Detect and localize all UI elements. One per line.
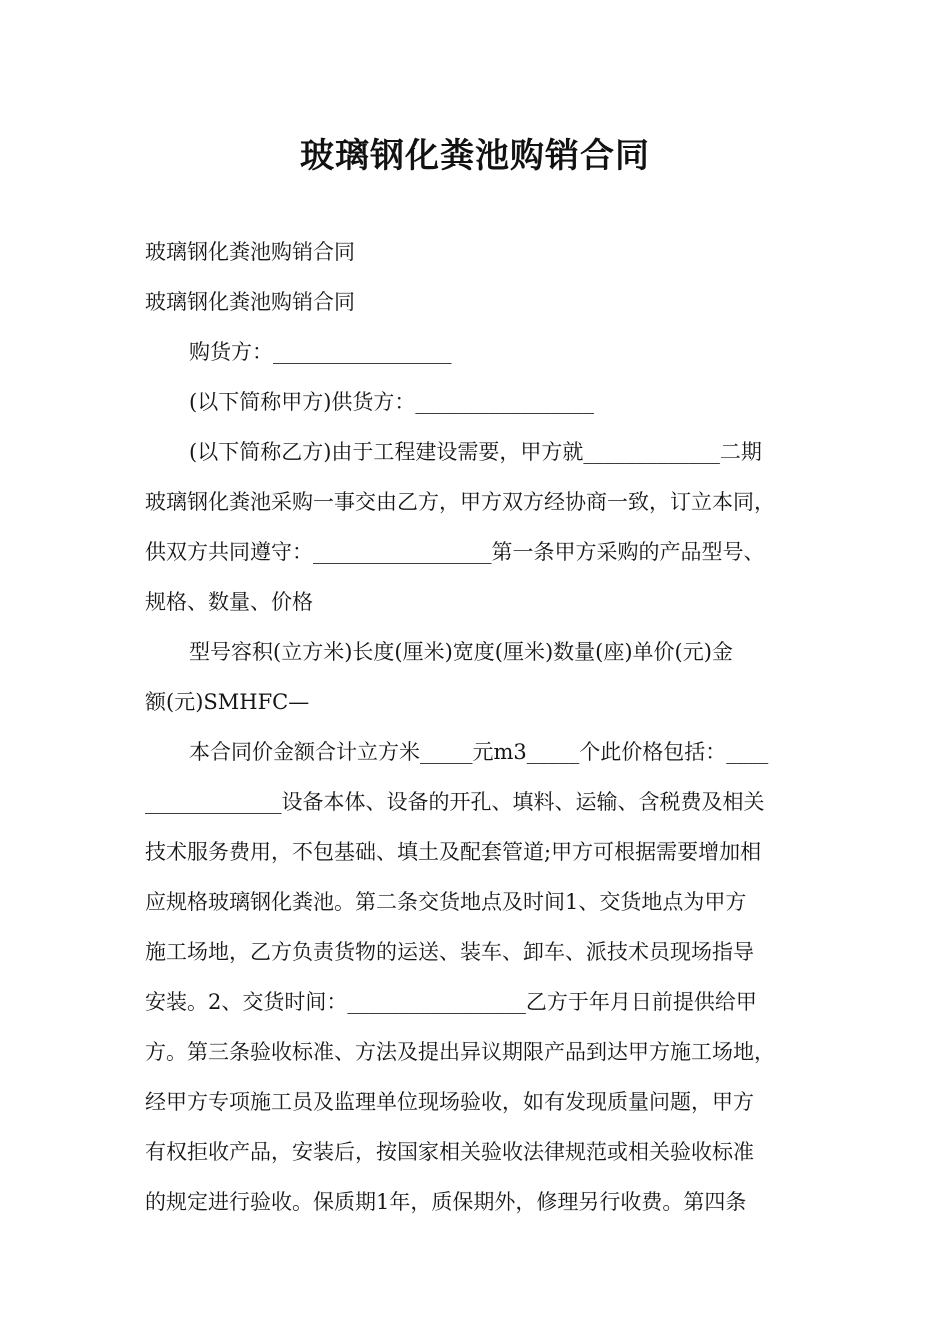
- document-body: [145, 227, 825, 1227]
- body-line-16: 安装。2、交货时间：_________________乙方于年月日前提供给甲: [145, 990, 757, 1014]
- body-line-19: 有权拒收产品，安装后，按国家相关验收法律规范或相关验收标准: [145, 1140, 754, 1164]
- body-line-1: 玻璃钢化粪池购销合同: [145, 240, 355, 264]
- body-line-9: 型号容积(立方米)长度(厘米)宽度(厘米)数量(座)单价(元)金: [189, 640, 733, 664]
- body-line-2: 玻璃钢化粪池购销合同: [145, 290, 355, 314]
- body-line-3: 购货方：_________________: [189, 340, 452, 364]
- body-line-7: 供双方共同遵守：_________________第一条甲方采购的产品型号、: [145, 540, 765, 564]
- body-line-6: 玻璃钢化粪池采购一事交由乙方，甲方双方经协商一致，订立本同，: [145, 490, 775, 514]
- body-line-11: 本合同价金额合计立方米_____元m3_____个此价格包括：____: [189, 740, 769, 764]
- body-line-20: 的规定进行验收。保质期1年，质保期外，修理另行收费。第四条: [145, 1190, 747, 1214]
- body-line-4: (以下简称甲方)供货方：_________________: [189, 390, 594, 414]
- body-line-10: 额(元)SMHFC—: [145, 690, 310, 714]
- body-line-14: 应规格玻璃钢化粪池。第二条交货地点及时间1、交货地点为甲方: [145, 890, 747, 914]
- body-line-17: 方。第三条验收标准、方法及提出异议期限产品到达甲方施工场地，: [145, 1040, 775, 1064]
- document-title: 玻璃钢化粪池购销合同: [300, 136, 650, 176]
- body-line-18: 经甲方专项施工员及监理单位现场验收，如有发现质量问题，甲方: [145, 1090, 754, 1114]
- body-line-13: 技术服务费用，不包基础、填土及配套管道;甲方可根据需要增加相: [145, 840, 762, 864]
- body-line-8: 规格、数量、价格: [145, 590, 313, 614]
- body-line-12: _____________设备本体、设备的开孔、填料、运输、含税费及相关: [145, 790, 765, 814]
- body-line-15: 施工场地，乙方负责货物的运送、装车、卸车、派技术员现场指导: [145, 940, 754, 964]
- body-line-5: (以下简称乙方)由于工程建设需要，甲方就_____________二期: [189, 440, 762, 464]
